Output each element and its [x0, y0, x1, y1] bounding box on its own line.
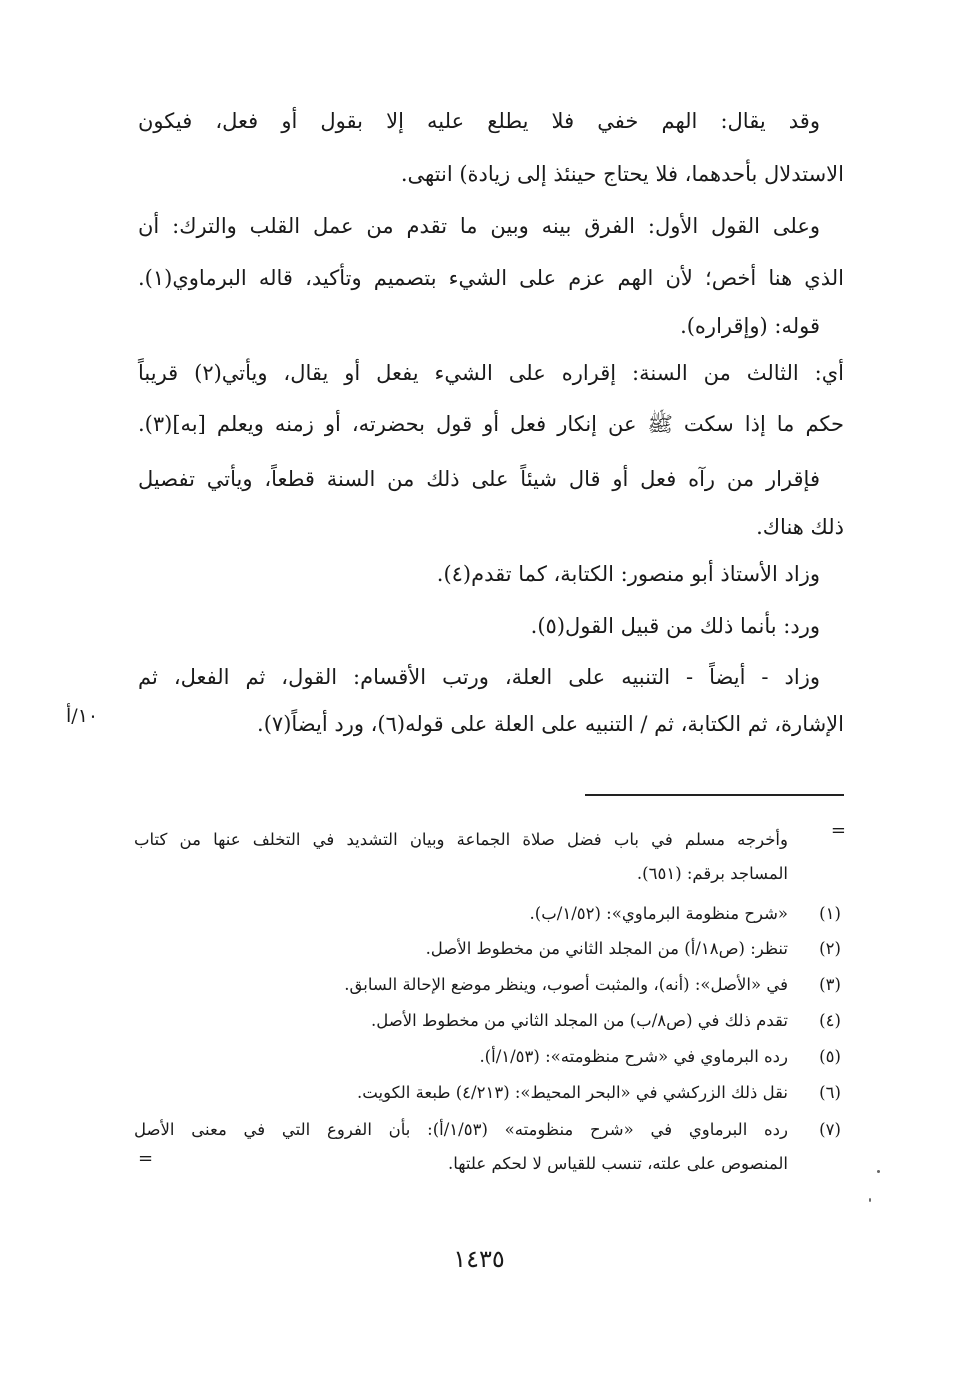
- footnote-number: (١): [819, 904, 841, 923]
- footnote-text: رده البرماوي في «شرح منظومته»: (١/٥٣/أ).: [479, 1047, 788, 1066]
- text-line: أي: الثالث من السنة: إقراره على الشيء يفعل أو يقال، ويأتي(٢) قريباً: [138, 361, 844, 385]
- footnote-7: [128, 1112, 850, 1148]
- footnote-2: [128, 931, 850, 967]
- footnote-number: (٥): [819, 1047, 841, 1066]
- footnote-6: [128, 1075, 850, 1111]
- footnote-text: نقل ذلك الزركشي في «البحر المحيط»: (٤/٢١٣) طبعة الكويت.: [357, 1083, 788, 1102]
- manuscript-folio-marker: ١٠/أ: [66, 705, 99, 727]
- text-line: ذلك هناك.: [756, 515, 844, 539]
- footnote-4: [128, 1003, 850, 1039]
- scan-speck: [877, 1170, 880, 1173]
- text-line: وزاد الأستاذ أبو منصور: الكتابة، كما تقدم(٤).: [436, 562, 820, 586]
- footnote-number: (٤): [819, 1011, 841, 1030]
- footnote-line: [128, 856, 850, 892]
- scan-speck: [869, 1198, 871, 1202]
- footnote-separator: [585, 794, 844, 796]
- footnote-1: [128, 896, 850, 932]
- footnote-continuation-text: المساجد برقم: (٦٥١).: [636, 864, 788, 883]
- text-line: الذي هنا أخص؛ لأن الهم عزم على الشيء بتصميم وتأكيد، قاله البرماوي(١).: [138, 266, 844, 290]
- text-line: الإشارة، ثم الكتابة، ثم / التنبيه على العلة على قوله(٦)، ورد أيضاً(٧).: [257, 712, 844, 736]
- footnote-text: رده البرماوي في «شرح منظومته» (١/٥٣/أ): بأن الفروع التي في معنى الأصل: [134, 1120, 788, 1139]
- footnote-text: «شرح منظومة البرماوي»: (١/٥٢/ب).: [529, 904, 788, 923]
- footnote-text: تنظر: (ص١٨/أ) من المجلد الثاني من مخطوط الأصل.: [425, 939, 788, 958]
- continuation-mark: =: [138, 1148, 154, 1169]
- text-line: وقد يقال: الهم خفي فلا يطلع عليه إلا بقول أو فعل، فيكون: [138, 109, 820, 133]
- footnote-line: [128, 822, 850, 858]
- text-line: ورد: بأنما ذلك من قبيل القول(٥).: [530, 614, 820, 638]
- footnote-number: (٧): [819, 1120, 841, 1139]
- footnote-number: (٦): [819, 1083, 841, 1102]
- footnote-continuation-text: وأخرجه مسلم في باب فضل صلاة الجماعة وبيان التشديد في التخلف عنها من كتاب: [134, 830, 788, 849]
- footnotes: [128, 812, 850, 1212]
- text-line: الاستدلال بأحدهما، فلا يحتاج حينئذ إلى زيادة) انتهى.: [400, 162, 844, 186]
- text-line: قوله: (وإقراره).: [680, 314, 820, 338]
- continuation-mark: =: [830, 820, 846, 841]
- footnote-7-continued: [128, 1146, 850, 1182]
- footnote-number: (٣): [819, 975, 841, 994]
- footnote-number: (٢): [819, 939, 841, 958]
- footnote-5: [128, 1039, 850, 1075]
- text-line: وعلى القول الأول: الفرق بينه وبين ما تقدم من عمل القلب والترك: أن: [138, 214, 820, 238]
- page-number: ١٤٣٥: [453, 1245, 505, 1273]
- footnote-text: في «الأصل»: (أنه)، والمثبت أصوب، وينظر موضع الإحالة السابق.: [344, 975, 788, 994]
- text-line: حكم ما إذا سكت ﷺ عن إنكار فعل أو قول بحضرته، أو زمنه ويعلم [به](٣).: [138, 412, 844, 436]
- footnote-3: [128, 967, 850, 1003]
- text-line: وزاد - أيضاً - التنبيه على العلة، ورتب الأقسام: القول، ثم الفعل، ثم: [138, 665, 820, 689]
- footnote-text: المنصوص على علته، تنسب للقياس لا لحكم علتها.: [448, 1154, 788, 1173]
- text-line: فإقرار من رآه فعل أو قال شيئاً على ذلك من السنة قطعاً، ويأتي تفصيل: [138, 467, 820, 491]
- footnote-text: تقدم ذلك في (ص٨/ب) من المجلد الثاني من مخطوط الأصل.: [371, 1011, 788, 1030]
